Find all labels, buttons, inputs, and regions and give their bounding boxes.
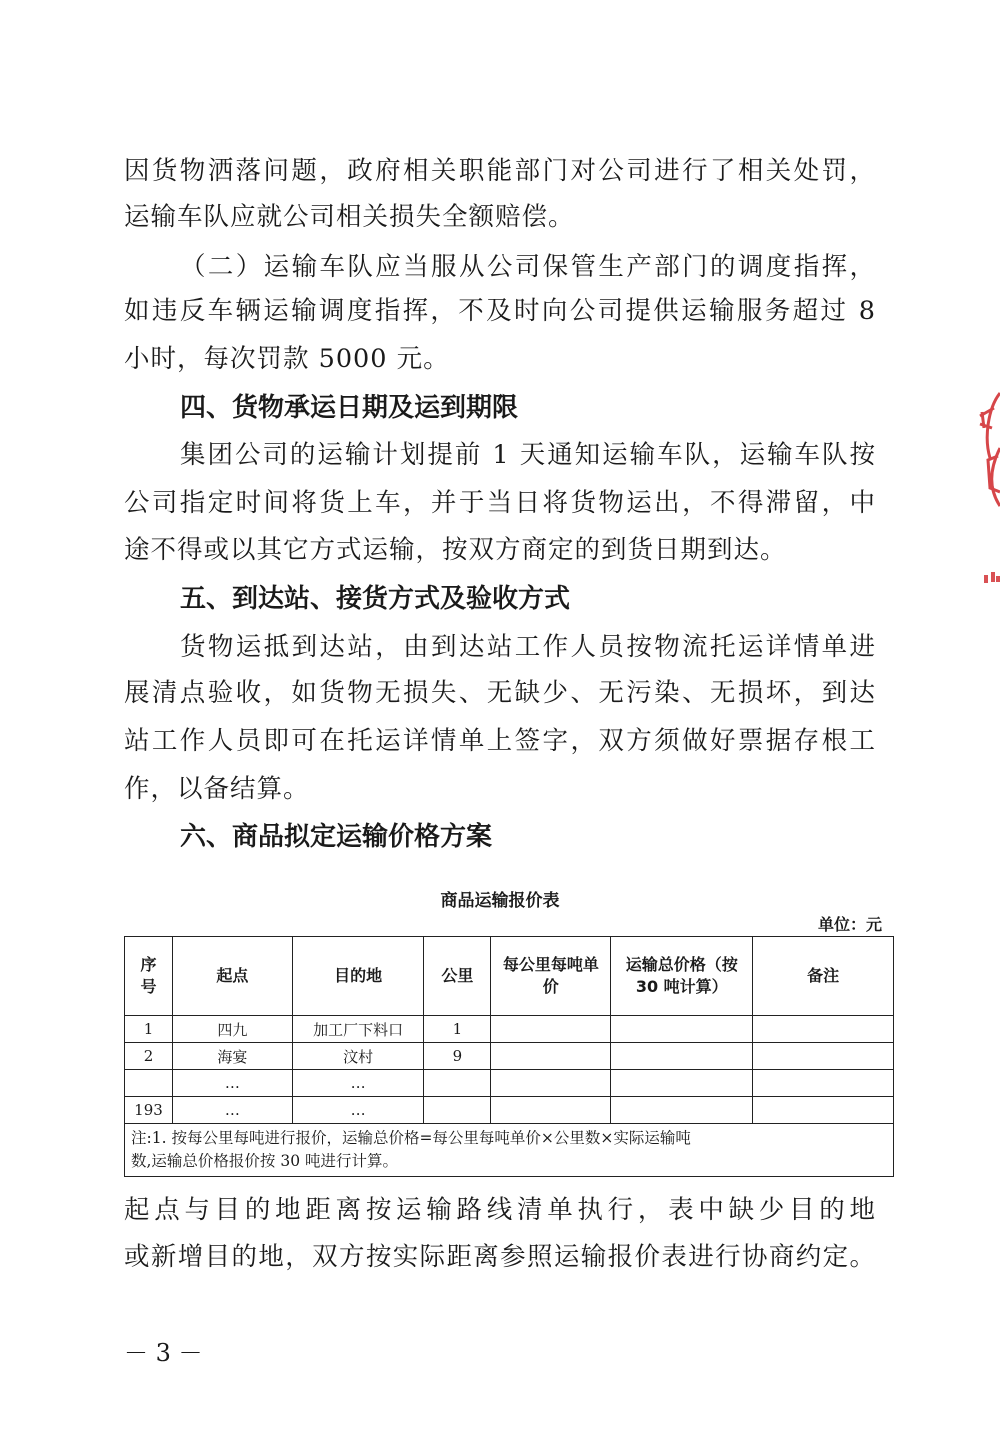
table-note-line-2: 数,运输总价格报价按 30 吨进行计算。 bbox=[131, 1152, 399, 1170]
closing-line-2: 或新增目的地，双方按实际距离参照运输报价表进行协商约定。 bbox=[124, 1242, 876, 1272]
table-row bbox=[125, 1043, 894, 1070]
column-header-seq bbox=[125, 937, 173, 1016]
cell-km bbox=[424, 1097, 491, 1124]
cell-destination: 加工厂下料口 bbox=[292, 1016, 424, 1043]
price-table bbox=[124, 936, 894, 1177]
section-4-line-1: 集团公司的运输计划提前 1 天通知运输车队，运输车队按 bbox=[180, 440, 876, 470]
body-line-1: 因货物洒落问题，政府相关职能部门对公司进行了相关处罚， bbox=[124, 156, 876, 186]
seal-stamp-fragment bbox=[960, 388, 1000, 588]
cell-remarks bbox=[753, 1016, 894, 1043]
cell-destination: … bbox=[292, 1097, 424, 1124]
cell-origin: … bbox=[172, 1070, 292, 1097]
table-note-row bbox=[125, 1124, 894, 1177]
section-4-heading: 四、货物承运日期及运到期限 bbox=[180, 393, 519, 423]
column-header-remarks: 备注 bbox=[753, 937, 894, 1016]
cell-remarks bbox=[753, 1043, 894, 1070]
column-header-total-price bbox=[611, 937, 753, 1016]
cell-destination: … bbox=[292, 1070, 424, 1097]
body-line-3: （二）运输车队应当服从公司保管生产部门的调度指挥， bbox=[180, 252, 876, 282]
column-header-seq-text: 序号 bbox=[140, 955, 157, 996]
body-line-5: 小时，每次罚款 5000 元。 bbox=[124, 344, 450, 374]
table-unit: 单位：元 bbox=[817, 915, 882, 934]
body-line-2: 运输车队应就公司相关损失全额赔偿。 bbox=[124, 202, 575, 232]
section-5-line-3: 站工作人员即可在托运详情单上签字，双方须做好票据存根工 bbox=[124, 726, 876, 756]
cell-total-price bbox=[611, 1070, 753, 1097]
column-header-unit-price bbox=[491, 937, 611, 1016]
section-5-line-1: 货物运抵到达站，由到达站工作人员按物流托运详情单进 bbox=[180, 632, 876, 662]
table-note bbox=[125, 1124, 894, 1177]
column-header-km: 公里 bbox=[424, 937, 491, 1016]
cell-unit-price bbox=[491, 1016, 611, 1043]
cell-seq: 2 bbox=[125, 1043, 173, 1070]
cell-total-price bbox=[611, 1097, 753, 1124]
closing-line-1: 起点与目的地距离按运输路线清单执行，表中缺少目的地 bbox=[124, 1195, 876, 1225]
cell-total-price bbox=[611, 1043, 753, 1070]
section-4-line-2: 公司指定时间将货上车，并于当日将货物运出，不得滞留，中 bbox=[124, 488, 876, 518]
cell-origin: 海宴 bbox=[172, 1043, 292, 1070]
cell-unit-price bbox=[491, 1070, 611, 1097]
table-note-line-1: 注:1. 按每公里每吨进行报价，运输总价格=每公里每吨单价×公里数×实际运输吨 bbox=[131, 1129, 691, 1147]
cell-origin: 四九 bbox=[172, 1016, 292, 1043]
column-header-total-price-text: 运输总价格（按 30 吨计算） bbox=[625, 955, 738, 996]
cell-km bbox=[424, 1070, 491, 1097]
cell-destination: 汶村 bbox=[292, 1043, 424, 1070]
cell-unit-price bbox=[491, 1043, 611, 1070]
cell-seq: 1 bbox=[125, 1016, 173, 1043]
cell-unit-price bbox=[491, 1097, 611, 1124]
column-header-destination: 目的地 bbox=[292, 937, 424, 1016]
section-5-line-4: 作，以备结算。 bbox=[124, 774, 310, 804]
section-4-line-3: 途不得或以其它方式运输，按双方商定的到货日期到达。 bbox=[124, 535, 787, 565]
cell-seq: 193 bbox=[125, 1097, 173, 1124]
cell-km: 9 bbox=[424, 1043, 491, 1070]
section-5-line-2: 展清点验收，如货物无损失、无缺少、无污染、无损坏，到达 bbox=[124, 678, 876, 708]
cell-remarks bbox=[753, 1070, 894, 1097]
table-row bbox=[125, 1070, 894, 1097]
cell-origin: … bbox=[172, 1097, 292, 1124]
section-6-heading: 六、商品拟定运输价格方案 bbox=[180, 822, 493, 852]
section-5-heading: 五、到达站、接货方式及验收方式 bbox=[180, 584, 571, 614]
cell-seq bbox=[125, 1070, 173, 1097]
table-row bbox=[125, 1097, 894, 1124]
page-number: － 3 － bbox=[124, 1339, 203, 1367]
table-header-row bbox=[125, 937, 894, 1016]
table-row bbox=[125, 1016, 894, 1043]
table-title: 商品运输报价表 bbox=[440, 891, 560, 911]
cell-remarks bbox=[753, 1097, 894, 1124]
cell-total-price bbox=[611, 1016, 753, 1043]
cell-km: 1 bbox=[424, 1016, 491, 1043]
column-header-unit-price-text: 每公里每吨单价 bbox=[502, 955, 599, 996]
body-line-4: 如违反车辆运输调度指挥，不及时向公司提供运输服务超过 8 bbox=[124, 296, 876, 326]
column-header-origin: 起点 bbox=[172, 937, 292, 1016]
